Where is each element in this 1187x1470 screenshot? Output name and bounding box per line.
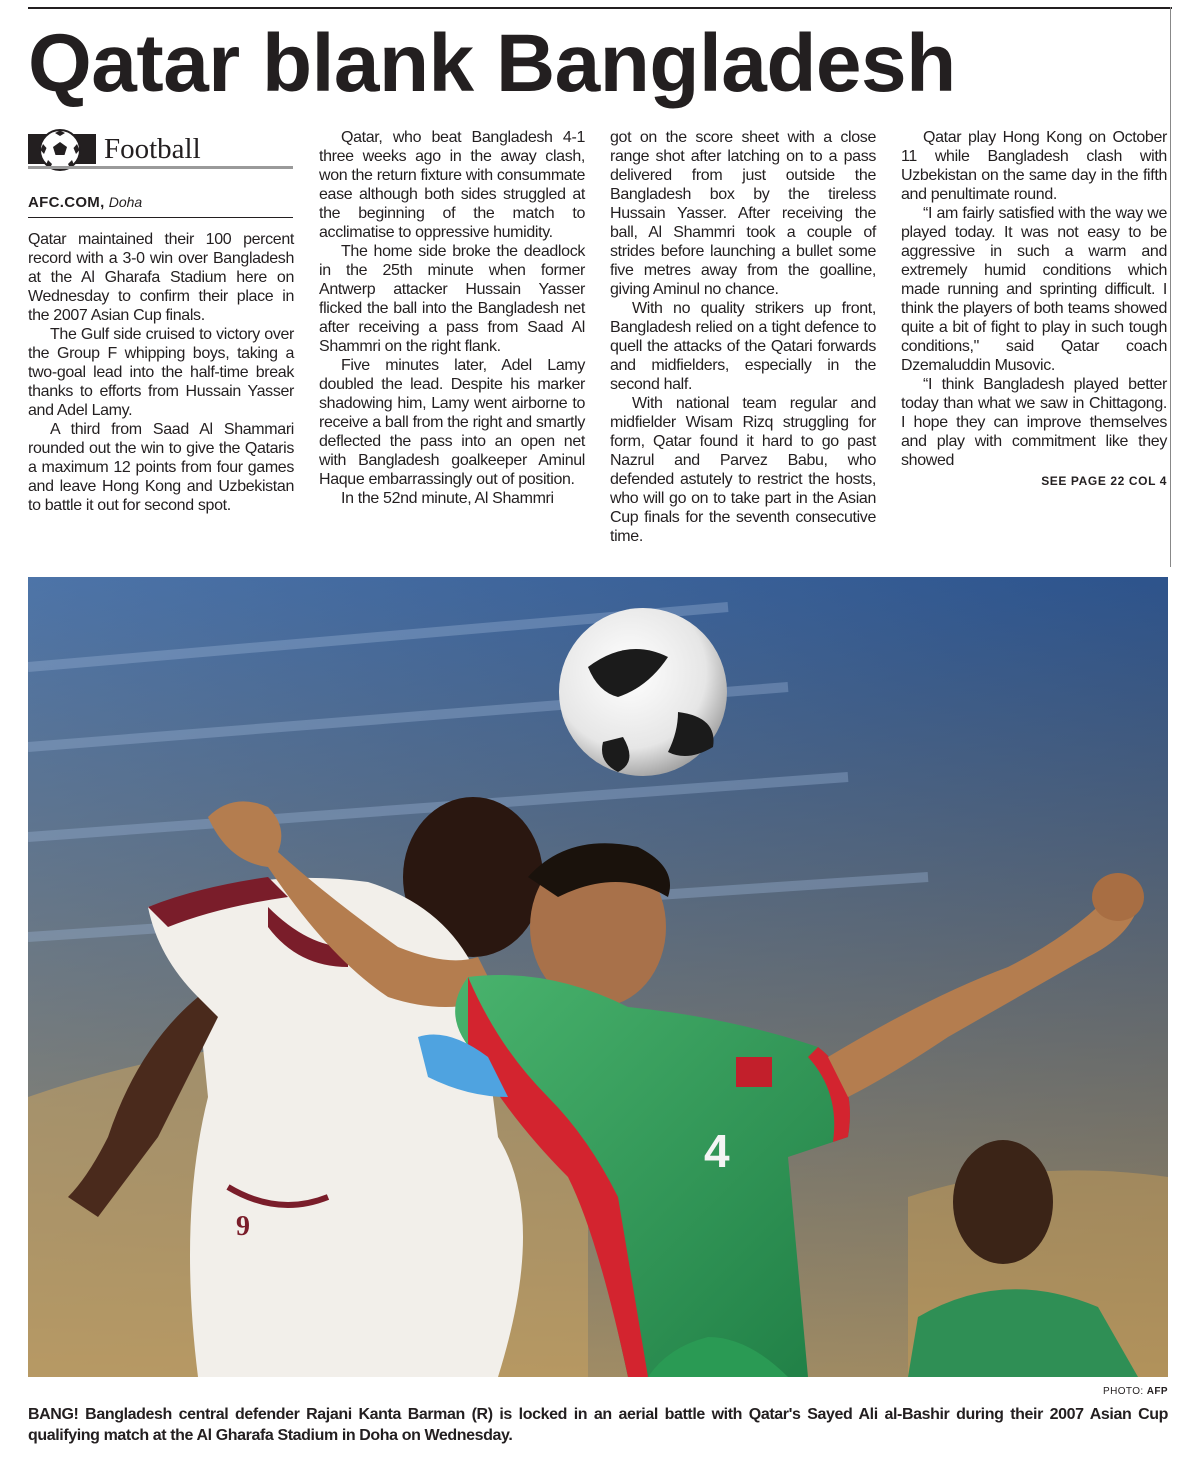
article-column-1 [28, 230, 294, 515]
paragraph: In the 52nd minute, Al Shammri [341, 490, 554, 507]
paragraph: A third from Saad Al Shammari rounded out the win to give the Qataris a maximum 12 points from four games and leave Hong Kong and Uzbekistan to battle it out for second spot. [28, 421, 294, 514]
article-column-2 [319, 128, 585, 508]
paragraph: With national team regular and midfielder Wisam Rizq struggling for form, Qatar found it hard to go past Nazrul and Parvez Babu, who defended astutely to restrict the hosts, who will go on to take part in the Asian Cup finals for the seventh consecutive time. [610, 395, 876, 545]
photo-credit-source: AFP [1146, 1386, 1168, 1397]
byline-place: Doha [108, 194, 143, 210]
article-column-4 [901, 128, 1167, 491]
byline-rule [28, 217, 293, 218]
headline: Qatar blank Bangladesh [28, 18, 956, 109]
paragraph: The Gulf side cruised to victory over the Group F whipping boys, taking a two-goal lead into the half-time break thanks to efforts from Hussain Yasser and Adel Lamy. [28, 326, 294, 419]
football-icon [28, 134, 96, 164]
jersey-number-front: 4 [704, 1125, 730, 1177]
top-rule [28, 7, 1172, 9]
byline-agency: AFC.COM, [28, 194, 105, 211]
paragraph: Five minutes later, Adel Lamy doubled the lead. Despite his marker shadowing him, Lamy went airborne to receive a ball from the right and smartly deflected the pass into an open net with Bangladesh goalkeeper Aminul Haque embarrassingly out of position. [319, 357, 585, 488]
ball-icon [559, 608, 727, 776]
paragraph: “I am fairly satisfied with the way we played today. It was not easy to be aggressive in such a warm and extremely humid conditions which made running and sprinting difficult. I think the players of both teams showed quite a bit of fight to play in such tough conditions," said Qatar coach Dzemaluddin Musovic. [901, 205, 1167, 374]
paragraph: With no quality strikers up front, Bangladesh relied on a tight defence to quell the attacks of the Qatari forwards and midfielders, especially in the second half. [610, 300, 876, 393]
paragraph: got on the score sheet with a close range shot after latching on to a pass delivered from just outside the Bangladesh box by the tireless Hussain Yasser. After receiving the ball, Al Shammri took a couple of strides before launching a bullet some five metres away from the goalline, giving Aminul no chance. [610, 129, 876, 298]
paragraph: The home side broke the deadlock in the 25th minute when former Antwerp attacker Hussain Yasser flicked the ball into the Bangladesh net after receiving a pass from Saad Al Shammri on the right flank. [319, 243, 585, 355]
paragraph: Qatar play Hong Kong on October 11 while Bangladesh clash with Uzbekistan on the same day in the fifth and penultimate round. [901, 129, 1167, 203]
paragraph: Qatar maintained their 100 percent record with a 3-0 win over Bangladesh at the Al Gharafa Stadium here on Wednesday to confirm their place in the 2007 Asian Cup finals. [28, 231, 294, 324]
photo-credit [1000, 1386, 1168, 1397]
byline [28, 192, 293, 213]
paragraph: Qatar, who beat Bangladesh 4-1 three weeks ago in the away clash, won the return fixture with consummate ease although both sides struggled at the beginning of the match to acclimatise to oppressive humidity. [319, 129, 585, 241]
paragraph: “I think Bangladesh played better today than what we saw in Chittagong. I hope they can improve themselves and play with commitment like they showed [901, 376, 1167, 469]
section-rubric [28, 124, 293, 170]
article-column-3 [610, 128, 876, 546]
match-photo [28, 577, 1168, 1377]
jersey-number-back: 9 [236, 1211, 250, 1242]
photo-credit-label: PHOTO: [1103, 1386, 1144, 1397]
section-label: Football [104, 133, 201, 165]
continuation-link[interactable]: SEE PAGE 22 COL 4 [1041, 474, 1167, 488]
rubric-rule [28, 166, 293, 169]
column-rule [1170, 7, 1171, 567]
photo-caption: BANG! Bangladesh central defender Rajani Kanta Barman (R) is locked in an aerial battle with Qatar's Sayed Ali al-Bashir during their 2007 Asian Cup qualifying match at the Al Gharafa Stadium in Doha on Wednesday. [28, 1406, 1168, 1444]
